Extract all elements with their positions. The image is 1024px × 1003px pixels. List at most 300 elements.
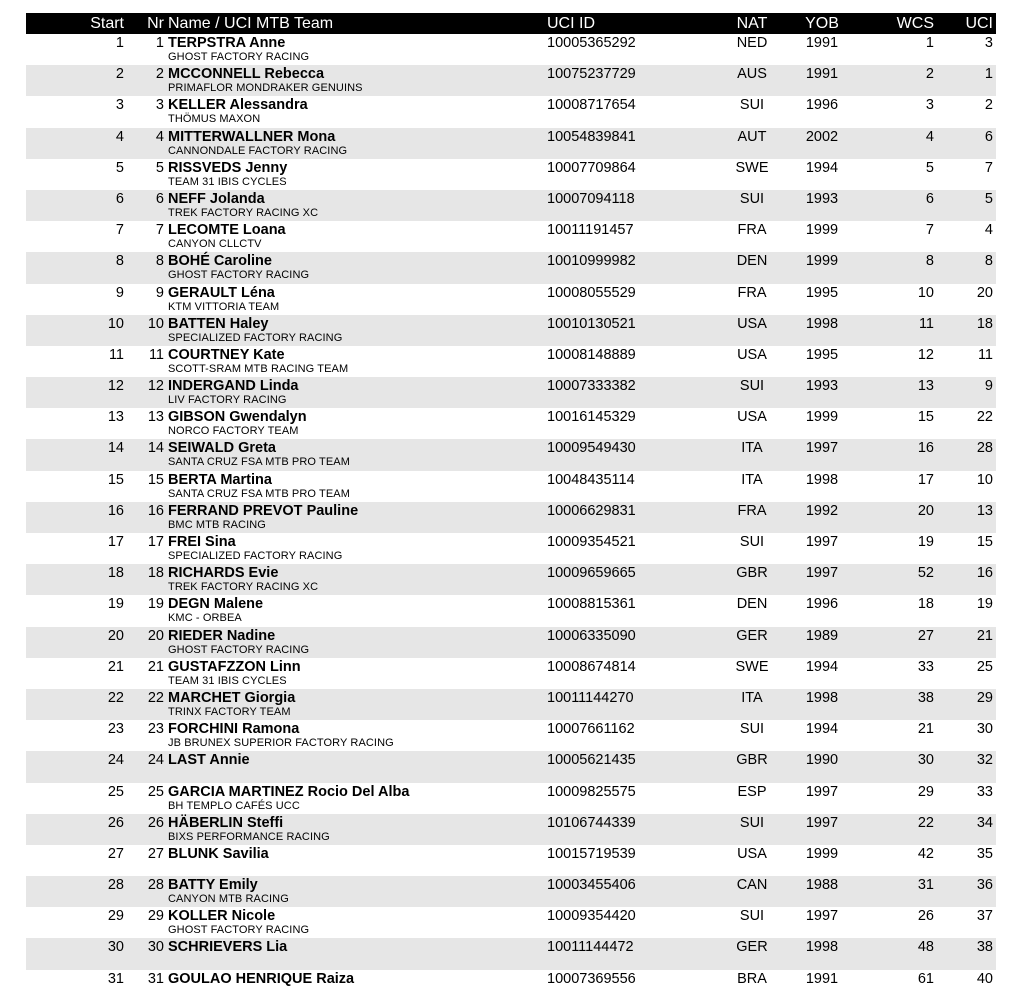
nr-cell: 25 [147,783,164,800]
wcs-cell: 21 [917,721,934,738]
table-row [26,408,996,439]
team-name: CANYON CLLCTV [168,238,262,251]
rider-name: GERAULT Léna [168,284,275,301]
yob-cell: 1995 [805,284,839,301]
uci-rank-cell: 30 [976,721,993,738]
uci-id-cell: 10008674814 [547,658,636,675]
nr-cell: 27 [147,845,164,862]
wcs-cell: 11 [918,315,934,332]
nr-cell: 31 [147,970,164,987]
rider-name: KELLER Alessandra [168,97,308,114]
yob-cell: 1988 [805,877,839,894]
nr-cell: 15 [147,471,164,488]
start-cell: 15 [107,471,124,488]
table-row [26,252,996,283]
yob-cell: 1998 [805,689,839,706]
nat-cell: SWE [735,159,769,176]
yob-cell: 1999 [805,222,839,239]
rider-name: BERTA Martina [168,471,272,488]
team-name: TRINX FACTORY TEAM [168,705,291,718]
uci-id-cell: 10007709864 [547,159,636,176]
uci-id-cell: 10005365292 [547,35,636,51]
team-name: NORCO FACTORY TEAM [168,425,299,438]
nat-cell: DEN [736,253,768,270]
uci-rank-cell: 10 [976,471,993,488]
wcs-cell: 3 [925,97,934,114]
nat-cell: CAN [736,877,768,894]
uci-rank-cell: 7 [984,159,993,176]
uci-id-cell: 10009549430 [547,440,636,457]
rider-name: SCHRIEVERS Lia [168,939,288,956]
nr-cell: 9 [155,284,164,301]
table-row [26,96,996,127]
nat-cell: ITA [741,471,763,488]
nr-cell: 24 [147,752,164,769]
rider-name: DEGN Malene [168,596,264,613]
nat-cell: SWE [735,658,769,675]
table-row [26,814,996,845]
nat-cell: SUI [739,908,765,925]
table-row [26,346,996,377]
start-cell: 13 [107,409,124,426]
wcs-cell: 22 [917,814,934,831]
start-cell: 16 [107,502,124,519]
yob-cell: 1993 [805,190,839,207]
table-header [26,13,996,34]
nr-cell: 11 [148,346,164,363]
uci-rank-cell: 6 [984,128,993,145]
rider-name: FORCHINI Ramona [168,721,300,738]
nr-cell: 30 [147,939,164,956]
nat-cell: USA [737,315,767,332]
nr-cell: 26 [147,814,164,831]
table-body [26,34,996,1001]
table-row [26,315,996,346]
uci-id-cell: 10007333382 [547,378,636,395]
nat-cell: AUT [737,128,767,145]
uci-rank-cell: 38 [976,939,993,956]
rider-name: INDERGAND Linda [168,378,299,395]
yob-cell: 1993 [805,378,839,395]
uci-rank-cell: 5 [984,190,993,207]
uci-rank-cell: 16 [976,565,993,582]
nr-cell: 2 [155,66,164,83]
rider-name: HÄBERLIN Steffi [168,814,284,831]
nr-cell: 6 [155,190,164,207]
start-cell: 4 [115,128,124,145]
table-row [26,533,996,564]
team-name: BIXS PERFORMANCE RACING [168,830,330,843]
rider-name: MARCHET Giorgia [168,689,296,706]
uci-rank-cell: 40 [976,970,993,987]
team-name: SPECIALIZED FACTORY RACING [168,550,343,562]
yob-cell: 1992 [805,502,839,519]
rider-name: GARCIA MARTINEZ Rocio Del Alba [168,783,410,800]
uci-id-cell: 10054839841 [547,128,636,145]
rider-name: GIBSON Gwendalyn [168,409,307,426]
yob-cell: 1996 [805,596,839,613]
start-cell: 18 [107,565,124,582]
team-name: GHOST FACTORY RACING [168,924,310,937]
table-row [26,751,996,782]
yob-cell: 1998 [805,471,839,488]
uci-rank-cell: 2 [984,97,993,114]
start-cell: 29 [107,908,124,925]
start-cell: 26 [107,814,124,831]
nat-cell: USA [737,409,767,426]
nat-cell: GBR [736,565,768,582]
start-cell: 25 [107,783,124,800]
rider-name: LAST Annie [168,752,250,769]
team-name: TREK FACTORY RACING XC [168,581,319,594]
rider-name: NEFF Jolanda [168,190,265,207]
start-cell: 7 [115,222,124,239]
table-row [26,970,996,1001]
nat-cell: ITA [741,440,763,457]
yob-cell: 1991 [805,66,839,83]
start-cell: 24 [107,752,124,769]
start-cell: 8 [115,253,124,270]
start-cell: 17 [107,534,124,550]
uci-id-cell: 10006629831 [547,502,636,519]
uci-rank-cell: 4 [984,222,993,239]
table-row [26,720,996,751]
table-row [26,595,996,626]
start-cell: 9 [115,284,124,301]
rider-name: GUSTAFZZON Linn [168,658,301,675]
uci-rank-cell: 11 [977,346,993,363]
rider-name: MCCONNELL Rebecca [168,66,325,83]
nat-cell: NED [736,35,768,51]
uci-rank-cell: 34 [976,814,993,831]
table-row [26,627,996,658]
team-name: SANTA CRUZ FSA MTB PRO TEAM [168,456,350,469]
start-cell: 23 [107,721,124,738]
start-cell: 22 [107,689,124,706]
uci-rank-cell: 21 [976,627,993,644]
nr-cell: 28 [147,877,164,894]
team-name: CANYON MTB RACING [168,893,289,906]
start-cell: 12 [107,378,124,395]
nr-cell: 23 [147,721,164,738]
yob-cell: 1989 [805,627,839,644]
team-name: KTM VITTORIA TEAM [168,300,280,313]
nat-cell: USA [737,845,767,862]
uci-rank-cell: 19 [976,596,993,613]
rider-name: FERRAND PREVOT Pauline [168,502,359,519]
nat-cell: GBR [736,752,768,769]
nat-cell: FRA [737,222,767,239]
wcs-cell: 61 [917,970,934,987]
rider-name: BATTEN Haley [168,315,269,332]
uci-rank-cell: 13 [976,502,993,519]
uci-id-cell: 10006335090 [547,627,636,644]
uci-rank-cell: 1 [984,66,993,83]
wcs-cell: 6 [925,190,934,207]
nr-cell: 3 [155,97,164,114]
uci-rank-cell: 22 [976,409,993,426]
wcs-cell: 31 [917,877,934,894]
yob-cell: 1990 [805,752,839,769]
wcs-cell: 1 [925,35,934,51]
table-row [26,689,996,720]
team-name: SANTA CRUZ FSA MTB PRO TEAM [168,487,350,500]
uci-rank-cell: 15 [976,534,993,550]
rider-name: MITTERWALLNER Mona [168,128,336,145]
header-start: Start [90,15,124,32]
wcs-cell: 13 [917,378,934,395]
start-cell: 11 [108,346,124,363]
wcs-cell: 42 [917,845,934,862]
wcs-cell: 15 [917,409,934,426]
uci-id-cell: 10008148889 [547,346,636,363]
uci-id-cell: 10010130521 [547,315,636,332]
yob-cell: 1997 [805,440,839,457]
start-cell: 27 [107,845,124,862]
header-name: Name / UCI MTB Team [168,15,334,32]
table-row [26,907,996,938]
nr-cell: 10 [147,315,164,332]
uci-rank-cell: 33 [976,783,993,800]
wcs-cell: 12 [917,346,934,363]
uci-rank-cell: 36 [976,877,993,894]
uci-id-cell: 10016145329 [547,409,636,426]
rider-name: RICHARDS Evie [168,565,279,582]
table-row [26,284,996,315]
uci-id-cell: 10008815361 [547,596,636,613]
nat-cell: SUI [739,814,765,831]
start-cell: 19 [107,596,124,613]
team-name: LIV FACTORY RACING [168,394,287,407]
nr-cell: 8 [155,253,164,270]
header-uci: UCI [965,15,993,32]
start-cell: 5 [115,159,124,176]
rider-name: BLUNK Savilia [168,845,269,862]
team-name: JB BRUNEX SUPERIOR FACTORY RACING [168,737,394,750]
nat-cell: ITA [741,689,763,706]
uci-rank-cell: 32 [976,752,993,769]
nat-cell: FRA [737,284,767,301]
start-cell: 30 [107,939,124,956]
team-name: THÖMUS MAXON [168,113,261,126]
team-name: CANNONDALE FACTORY RACING [168,144,348,157]
nat-cell: GER [736,627,768,644]
uci-id-cell: 10106744339 [547,814,636,831]
rider-name: TERPSTRA Anne [168,35,286,51]
wcs-cell: 30 [917,752,934,769]
start-cell: 14 [107,440,124,457]
team-name: SCOTT-SRAM MTB RACING TEAM [168,362,349,375]
wcs-cell: 8 [925,253,934,270]
nr-cell: 12 [147,378,164,395]
uci-rank-cell: 9 [984,378,993,395]
wcs-cell: 33 [917,658,934,675]
header-wcs: WCS [896,15,934,32]
table-row [26,34,996,65]
table-row [26,439,996,470]
table-row [26,128,996,159]
yob-cell: 1997 [805,534,839,550]
yob-cell: 2002 [805,128,839,145]
rider-name: COURTNEY Kate [168,346,285,363]
team-name: GHOST FACTORY RACING [168,643,310,656]
yob-cell: 1997 [805,908,839,925]
nat-cell: GER [736,939,768,956]
table-row [26,377,996,408]
table-row [26,876,996,907]
wcs-cell: 20 [917,502,934,519]
uci-id-cell: 10005621435 [547,752,636,769]
rider-name: FREI Sina [168,534,236,550]
nat-cell: DEN [736,596,768,613]
nat-cell: AUS [737,66,767,83]
nr-cell: 20 [147,627,164,644]
wcs-cell: 19 [917,534,934,550]
table-row [26,845,996,876]
uci-id-cell: 10007094118 [547,190,635,207]
uci-id-cell: 10008717654 [547,97,636,114]
start-cell: 28 [107,877,124,894]
uci-id-cell: 10009659665 [547,565,636,582]
yob-cell: 1994 [805,721,839,738]
yob-cell: 1999 [805,409,839,426]
team-name: GHOST FACTORY RACING [168,269,310,282]
header-yob: YOB [805,15,839,32]
uci-id-cell: 10075237729 [547,66,636,83]
wcs-cell: 27 [917,627,934,644]
nr-cell: 19 [147,596,164,613]
nr-cell: 16 [147,502,164,519]
wcs-cell: 7 [925,222,934,239]
nat-cell: SUI [739,190,765,207]
nr-cell: 21 [147,658,164,675]
yob-cell: 1996 [805,97,839,114]
nr-cell: 5 [155,159,164,176]
nat-cell: SUI [739,534,765,550]
nr-cell: 14 [147,440,164,457]
rider-name: RIEDER Nadine [168,627,276,644]
wcs-cell: 26 [917,908,934,925]
yob-cell: 1998 [805,939,839,956]
uci-id-cell: 10007661162 [547,721,635,738]
wcs-cell: 52 [917,565,934,582]
uci-id-cell: 10011191457 [547,222,634,239]
wcs-cell: 4 [925,128,934,145]
nr-cell: 18 [147,565,164,582]
team-name: TEAM 31 IBIS CYCLES [168,674,287,687]
start-cell: 31 [107,970,124,987]
yob-cell: 1994 [805,658,839,675]
uci-rank-cell: 28 [976,440,993,457]
rider-name: RISSVEDS Jenny [168,159,288,176]
start-cell: 1 [115,35,124,51]
uci-rank-cell: 8 [984,253,993,270]
team-name: BH TEMPLO CAFÉS UCC [168,799,300,812]
header-nr: Nr [147,15,164,32]
header-uci-id: UCI ID [547,15,595,32]
start-cell: 10 [107,315,124,332]
nr-cell: 7 [155,222,164,239]
uci-id-cell: 10009825575 [547,783,636,800]
team-name: TREK FACTORY RACING XC [168,206,319,219]
uci-id-cell: 10015719539 [547,845,636,862]
wcs-cell: 2 [925,66,934,83]
wcs-cell: 5 [925,159,934,176]
start-list-table [26,13,996,1001]
rider-name: BOHÉ Caroline [168,253,272,270]
uci-rank-cell: 37 [976,908,993,925]
yob-cell: 1998 [805,315,839,332]
wcs-cell: 16 [917,440,934,457]
table-row [26,658,996,689]
uci-id-cell: 10009354420 [547,908,636,925]
uci-id-cell: 10011144472 [547,939,634,956]
nat-cell: FRA [737,502,767,519]
yob-cell: 1997 [805,783,839,800]
table-row [26,65,996,96]
uci-rank-cell: 18 [976,315,993,332]
uci-id-cell: 10007369556 [547,970,636,987]
team-name: KMC - ORBEA [168,612,242,625]
nat-cell: USA [737,346,767,363]
uci-rank-cell: 20 [976,284,993,301]
nr-cell: 13 [147,409,164,426]
wcs-cell: 38 [917,689,934,706]
yob-cell: 1994 [805,159,839,176]
table-row [26,190,996,221]
uci-id-cell: 10008055529 [547,284,636,301]
rider-name: LECOMTE Loana [168,222,286,239]
start-cell: 21 [107,658,124,675]
yob-cell: 1999 [805,253,839,270]
team-name: SPECIALIZED FACTORY RACING [168,331,343,344]
wcs-cell: 17 [917,471,934,488]
nat-cell: BRA [737,970,767,987]
wcs-cell: 18 [917,596,934,613]
wcs-cell: 29 [917,783,934,800]
yob-cell: 1991 [805,970,839,987]
table-row [26,471,996,502]
rider-name: SEIWALD Greta [168,440,276,457]
table-row [26,938,996,969]
header-nat: NAT [736,15,768,32]
team-name: BMC MTB RACING [168,518,266,531]
wcs-cell: 10 [917,284,934,301]
nr-cell: 29 [147,908,164,925]
nat-cell: SUI [739,378,765,395]
uci-id-cell: 10003455406 [547,877,636,894]
uci-rank-cell: 3 [984,35,993,51]
start-cell: 2 [115,66,124,83]
table-row [26,564,996,595]
yob-cell: 1997 [805,814,839,831]
table-row [26,159,996,190]
team-name: GHOST FACTORY RACING [168,51,310,63]
uci-id-cell: 10048435114 [547,471,635,488]
rider-name: BATTY Emily [168,877,258,894]
team-name: PRIMAFLOR MONDRAKER GENUINS [168,82,363,95]
nr-cell: 17 [147,534,164,550]
table-row [26,502,996,533]
table-row [26,221,996,252]
uci-id-cell: 10010999982 [547,253,636,270]
team-name: TEAM 31 IBIS CYCLES [168,175,287,188]
start-cell: 6 [115,190,124,207]
yob-cell: 1991 [805,35,839,51]
yob-cell: 1999 [805,845,839,862]
table-row [26,783,996,814]
uci-rank-cell: 25 [976,658,993,675]
